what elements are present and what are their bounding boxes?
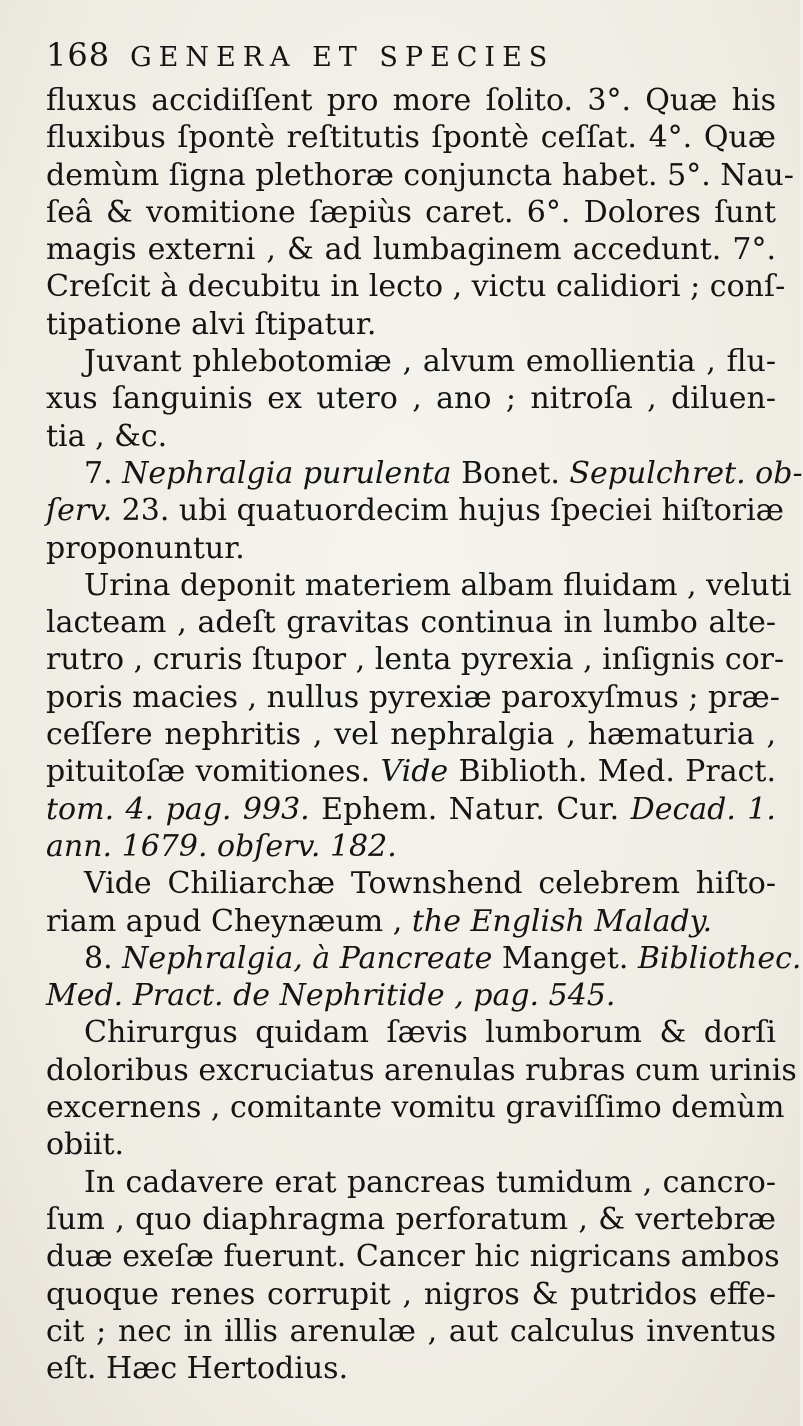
text-run: 23. ubi quatuordecim hujus ſpeciei hiſtoriæ xyxy=(112,493,784,529)
text-run: obiit. xyxy=(46,1127,125,1163)
italic-text: ſerv. xyxy=(46,493,113,529)
text-run: riam apud Cheynæum , xyxy=(46,903,412,939)
text-run: Bonet. xyxy=(451,455,570,491)
text-line xyxy=(46,940,802,977)
text-run: pituitoſæ vomitiones. xyxy=(46,754,381,790)
text-run: quoque renes corrupit , nigros & putridos effe- xyxy=(46,1276,776,1312)
text-run: lacteam , adeſt gravitas continua in lumbo alte- xyxy=(46,605,776,641)
text-line xyxy=(46,82,776,119)
body-text xyxy=(46,82,803,1387)
running-head xyxy=(46,36,776,82)
text-run: doloribus excruciatus arenulas rubras cum urinis xyxy=(46,1052,797,1088)
text-run: Urina deponit materiem albam fluidam , veluti xyxy=(84,567,792,603)
italic-text: tom. 4. pag. 993. xyxy=(46,791,310,827)
text-run: duæ exeſæ fuerunt. Cancer hic nigricans ambos xyxy=(46,1239,780,1275)
text-line xyxy=(46,1238,780,1275)
text-line xyxy=(46,1276,776,1313)
text-line xyxy=(46,641,785,678)
text-run: rutro , cruris ſtupor , lenta pyrexia , inſignis cor- xyxy=(46,642,785,678)
text-line xyxy=(46,530,776,567)
text-line xyxy=(46,1350,776,1387)
text-line xyxy=(46,306,776,343)
text-line xyxy=(46,791,776,828)
text-run: Juvant phlebotomiæ , alvum emollientia , flu- xyxy=(84,344,776,380)
text-run: 7. xyxy=(84,455,123,491)
text-line xyxy=(46,343,776,380)
italic-text: Sepulchret. ob- xyxy=(569,455,803,491)
text-run: In cadavere erat pancreas tumidum , cancro- xyxy=(84,1164,776,1200)
text-run: Manget. xyxy=(492,940,638,976)
text-line xyxy=(46,1014,776,1051)
text-run: ceſſere nephritis , vel nephralgia , hæmaturia , xyxy=(46,717,776,753)
text-line xyxy=(46,716,776,753)
text-line xyxy=(46,977,776,1014)
text-line xyxy=(46,679,780,716)
text-line xyxy=(46,1313,776,1350)
text-line xyxy=(46,828,776,865)
text-run: Biblioth. Med. Pract. xyxy=(448,754,776,790)
italic-text: Decad. 1. xyxy=(630,791,776,827)
text-line xyxy=(46,380,776,417)
text-line xyxy=(46,231,776,268)
text-run: excernens , comitante vomitu graviſſimo demùm xyxy=(46,1090,785,1126)
text-run: Creſcit à decubitu in lecto , victu calidiori ; conſ- xyxy=(46,269,786,305)
text-line xyxy=(46,903,776,940)
text-run: ſum , quo diaphragma perforatum , & vertebræ xyxy=(46,1201,776,1237)
text-run: Ephem. Natur. Cur. xyxy=(309,791,631,827)
text-line xyxy=(46,492,784,529)
text-run: demùm ſigna plethoræ conjuncta habet. 5°. Nau- xyxy=(46,157,794,193)
text-run: magis externi , & ad lumbaginem accedunt. 7°. xyxy=(46,232,776,268)
italic-text: Vide xyxy=(380,754,449,790)
italic-text: ann. 1679. obſerv. 182. xyxy=(46,828,397,864)
text-run: ſeâ & vomitione ſæpiùs caret. 6°. Dolores ſunt xyxy=(46,194,776,230)
text-run: poris macies , nullus pyrexiæ paroxyſmus ; præ- xyxy=(46,679,780,715)
text-line xyxy=(46,418,776,455)
text-line xyxy=(46,1164,776,1201)
running-head-title: GENERA ET SPECIES xyxy=(130,42,555,73)
text-line xyxy=(46,604,776,641)
text-run: cit ; nec in illis arenulæ , aut calculus inventus xyxy=(46,1313,776,1349)
text-line xyxy=(46,865,776,902)
italic-text: Med. Pract. de Nephritide , pag. 545. xyxy=(46,978,616,1014)
text-run: tipatione alvi ſtipatur. xyxy=(46,306,377,342)
text-run: fluxus accidiſſent pro more ſolito. 3°. Quæ his xyxy=(46,83,776,118)
text-run: tia , &c. xyxy=(46,418,168,454)
text-run: 8. xyxy=(84,940,123,976)
text-line xyxy=(46,1126,776,1163)
text-line xyxy=(46,268,786,305)
text-line xyxy=(46,455,803,492)
text-line xyxy=(46,157,794,194)
text-line xyxy=(46,194,776,231)
text-line xyxy=(46,1201,776,1238)
italic-text: Bibliothec. xyxy=(637,940,802,976)
text-run: Vide Chiliarchæ Townshend celebrem hiſto- xyxy=(84,866,776,902)
text-run: Chirurgus quidam ſævis lumborum & dorſi xyxy=(84,1015,776,1051)
text-line xyxy=(46,567,792,604)
text-block xyxy=(46,36,803,1387)
text-run: eſt. Hæc Hertodius. xyxy=(46,1351,349,1387)
italic-text: Nephralgia purulenta xyxy=(122,455,452,491)
italic-text: the English Malady. xyxy=(411,903,713,939)
text-line xyxy=(46,753,776,790)
text-line xyxy=(46,119,776,156)
text-run: xus ſanguinis ex utero , ano ; nitroſa , diluen- xyxy=(46,381,776,417)
text-run: proponuntur. xyxy=(46,530,245,566)
text-line xyxy=(46,1052,797,1089)
text-line xyxy=(46,1089,785,1126)
page-number: 168 xyxy=(46,36,111,74)
italic-text: Nephralgia, à Pancreate xyxy=(122,940,493,976)
text-run: fluxibus ſpontè reſtitutis ſpontè ceſſat. 4°. Quæ xyxy=(46,120,776,156)
